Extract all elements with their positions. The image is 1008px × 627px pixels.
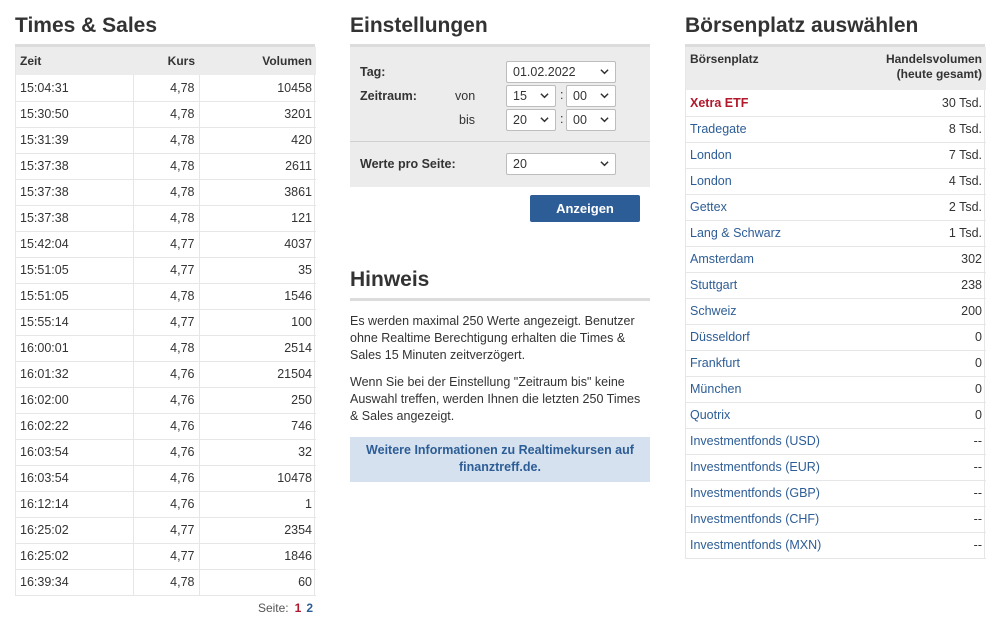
- bis-hour-select[interactable]: [506, 109, 556, 131]
- hint-paragraph-2: Wenn Sie bei der Einstellung "Zeitraum bis" keine Auswahl treffen, werden Ihnen die letzten 250 Times & Sales angezeigt.: [350, 375, 641, 423]
- chevron-down-icon: [600, 67, 609, 76]
- table-row: [16, 179, 316, 205]
- times-sales-header-row: [16, 47, 316, 75]
- cell-kurs: 4,77: [133, 309, 199, 335]
- cell-kurs: 4,78: [133, 205, 199, 231]
- date-select-value: 01.02.2022: [513, 65, 576, 79]
- table-row: [16, 309, 316, 335]
- exchange-link[interactable]: Lang & Schwarz: [686, 220, 858, 246]
- page-link-2[interactable]: 2: [306, 600, 313, 615]
- cell-volumen: 2611: [199, 153, 316, 179]
- cell-time: 16:03:54: [16, 439, 133, 465]
- exchange-link[interactable]: Investmentfonds (MXN): [686, 532, 858, 558]
- exchange-row[interactable]: [686, 194, 986, 220]
- bis-label: bis: [459, 113, 475, 127]
- exchange-title: Börsenplatz auswählen: [685, 14, 985, 47]
- settings-date-range: [350, 47, 650, 142]
- cell-time: 15:30:50: [16, 101, 133, 127]
- hint-panel: [350, 268, 650, 482]
- cell-volumen: 746: [199, 413, 316, 439]
- cell-time: 15:51:05: [16, 257, 133, 283]
- exchange-volume: --: [858, 506, 986, 532]
- exchange-link[interactable]: Investmentfonds (CHF): [686, 506, 858, 532]
- exchange-volume: 8 Tsd.: [858, 116, 986, 142]
- cell-kurs: 4,77: [133, 231, 199, 257]
- chevron-down-icon: [600, 159, 609, 168]
- cell-time: 15:51:05: [16, 283, 133, 309]
- column-header-place: Börsenplatz: [686, 47, 858, 90]
- exchange-volume: --: [858, 454, 986, 480]
- exchange-volume: 2 Tsd.: [858, 194, 986, 220]
- cell-time: 16:02:00: [16, 387, 133, 413]
- zeitraum-label: Zeitraum:: [360, 89, 417, 103]
- cell-kurs: 4,76: [133, 465, 199, 491]
- cell-time: 15:37:38: [16, 153, 133, 179]
- exchange-link[interactable]: Investmentfonds (GBP): [686, 480, 858, 506]
- time-colon: :: [560, 88, 564, 102]
- werte-label: Werte pro Seite:: [360, 157, 456, 171]
- cell-kurs: 4,77: [133, 257, 199, 283]
- table-row: [16, 413, 316, 439]
- exchange-volume: 238: [858, 272, 986, 298]
- cell-time: 16:02:22: [16, 413, 133, 439]
- column-header-kurs: Kurs: [133, 47, 199, 75]
- exchange-row[interactable]: [686, 506, 986, 532]
- exchange-volume: 0: [858, 402, 986, 428]
- von-minute-value: 00: [573, 89, 587, 103]
- cell-volumen: 1: [199, 491, 316, 517]
- exchange-row[interactable]: [686, 246, 986, 272]
- column-header-volumen: Volumen: [199, 47, 316, 75]
- cell-kurs: 4,76: [133, 387, 199, 413]
- exchange-link[interactable]: Quotrix: [686, 402, 858, 428]
- cell-time: 16:12:14: [16, 491, 133, 517]
- time-colon: :: [560, 112, 564, 126]
- exchange-volume: --: [858, 428, 986, 454]
- exchange-volume: 0: [858, 350, 986, 376]
- cell-kurs: 4,76: [133, 413, 199, 439]
- cell-volumen: 100: [199, 309, 316, 335]
- cell-volumen: 60: [199, 569, 316, 595]
- table-row: [16, 517, 316, 543]
- table-row: [16, 543, 316, 569]
- exchange-volume: 4 Tsd.: [858, 168, 986, 194]
- cell-volumen: 10458: [199, 75, 316, 101]
- cell-volumen: 121: [199, 205, 316, 231]
- cell-time: 16:25:02: [16, 543, 133, 569]
- exchange-panel: [685, 14, 985, 559]
- table-row: [16, 387, 316, 413]
- exchange-volume: 200: [858, 298, 986, 324]
- exchange-row[interactable]: [686, 402, 986, 428]
- exchange-link[interactable]: München: [686, 376, 858, 402]
- cell-kurs: 4,78: [133, 75, 199, 101]
- tag-label: Tag:: [360, 65, 386, 79]
- exchange-row[interactable]: [686, 324, 986, 350]
- exchange-link[interactable]: Amsterdam: [686, 246, 858, 272]
- cell-time: 16:01:32: [16, 361, 133, 387]
- table-row: [16, 439, 316, 465]
- cell-time: 15:55:14: [16, 309, 133, 335]
- cell-volumen: 420: [199, 127, 316, 153]
- cell-kurs: 4,76: [133, 439, 199, 465]
- column-header-volume-line1: Handelsvolumen: [885, 52, 982, 66]
- cell-time: 16:03:54: [16, 465, 133, 491]
- exchange-link[interactable]: Tradegate: [686, 116, 858, 142]
- cell-time: 15:37:38: [16, 179, 133, 205]
- settings-title: Einstellungen: [350, 14, 650, 47]
- exchange-volume: 0: [858, 324, 986, 350]
- table-row: [16, 361, 316, 387]
- column-header-volume: [858, 47, 986, 90]
- page-link-1[interactable]: 1: [294, 600, 302, 615]
- cell-volumen: 1546: [199, 283, 316, 309]
- chevron-down-icon: [540, 91, 549, 100]
- settings-panel: [350, 14, 650, 216]
- settings-form: [350, 47, 650, 187]
- table-row: [16, 127, 316, 153]
- cell-volumen: 250: [199, 387, 316, 413]
- exchange-link[interactable]: Gettex: [686, 194, 858, 220]
- table-row: [16, 257, 316, 283]
- exchange-volume: 1 Tsd.: [858, 220, 986, 246]
- exchange-row[interactable]: [686, 142, 986, 168]
- exchange-row[interactable]: [686, 220, 986, 246]
- cell-kurs: 4,77: [133, 517, 199, 543]
- table-row: [16, 491, 316, 517]
- table-row: [16, 569, 316, 595]
- exchange-row[interactable]: [686, 376, 986, 402]
- table-row: [16, 283, 316, 309]
- cell-volumen: 35: [199, 257, 316, 283]
- cell-kurs: 4,78: [133, 335, 199, 361]
- exchange-link[interactable]: Frankfurt: [686, 350, 858, 376]
- exchange-rows: [686, 90, 986, 558]
- von-minute-select[interactable]: [566, 85, 616, 107]
- table-row: [16, 205, 316, 231]
- cell-kurs: 4,78: [133, 101, 199, 127]
- table-row: [16, 101, 316, 127]
- cell-kurs: 4,78: [133, 127, 199, 153]
- exchange-link[interactable]: Schweiz: [686, 298, 858, 324]
- table-row: [16, 75, 316, 101]
- cell-time: 15:37:38: [16, 205, 133, 231]
- cell-volumen: 4037: [199, 231, 316, 257]
- table-row: [16, 153, 316, 179]
- page-size-value: 20: [513, 157, 527, 171]
- column-header-volume-line2: (heute gesamt): [896, 67, 982, 81]
- exchange-volume: 30 Tsd.: [858, 90, 986, 116]
- bis-hour-value: 20: [513, 113, 527, 127]
- exchange-volume: 302: [858, 246, 986, 272]
- exchange-link[interactable]: Investmentfonds (USD): [686, 428, 858, 454]
- exchange-link[interactable]: Düsseldorf: [686, 324, 858, 350]
- cell-volumen: 2354: [199, 517, 316, 543]
- cell-volumen: 2514: [199, 335, 316, 361]
- exchange-volume: --: [858, 480, 986, 506]
- exchange-volume: 7 Tsd.: [858, 142, 986, 168]
- cell-kurs: 4,78: [133, 569, 199, 595]
- page-size-select[interactable]: [506, 153, 616, 175]
- cell-time: 16:39:34: [16, 569, 133, 595]
- cell-volumen: 1846: [199, 543, 316, 569]
- pagination-label: Seite:: [257, 600, 289, 615]
- exchange-link[interactable]: Xetra ETF: [686, 90, 858, 116]
- chevron-down-icon: [540, 115, 549, 124]
- times-sales-title: Times & Sales: [15, 14, 315, 47]
- times-sales-table: [16, 47, 316, 596]
- hint-paragraph-1: Es werden maximal 250 Werte angezeigt. Benutzer ohne Realtime Berechtigung erhalten die Times & Sales 15 Minuten zeitverzögert.: [350, 314, 635, 362]
- cell-volumen: 3861: [199, 179, 316, 205]
- chevron-down-icon: [600, 115, 609, 124]
- cell-volumen: 10478: [199, 465, 316, 491]
- exchange-row[interactable]: [686, 298, 986, 324]
- cell-kurs: 4,78: [133, 153, 199, 179]
- exchange-volume: 0: [858, 376, 986, 402]
- exchange-table: [686, 47, 986, 559]
- von-hour-select[interactable]: [506, 85, 556, 107]
- von-hour-value: 15: [513, 89, 527, 103]
- times-sales-table-wrap: [15, 47, 315, 596]
- cell-time: 15:04:31: [16, 75, 133, 101]
- cell-kurs: 4,77: [133, 543, 199, 569]
- bis-minute-select[interactable]: [566, 109, 616, 131]
- exchange-row[interactable]: [686, 428, 986, 454]
- exchange-link[interactable]: London: [686, 168, 858, 194]
- cell-volumen: 21504: [199, 361, 316, 387]
- exchange-table-wrap: [685, 47, 985, 559]
- cell-kurs: 4,78: [133, 179, 199, 205]
- chevron-down-icon: [600, 91, 609, 100]
- column-header-time: Zeit: [16, 47, 133, 75]
- cell-time: 16:00:01: [16, 335, 133, 361]
- date-select[interactable]: [506, 61, 616, 83]
- exchange-volume: --: [858, 532, 986, 558]
- table-row: [16, 335, 316, 361]
- times-sales-rows: [16, 75, 316, 595]
- cell-kurs: 4,76: [133, 491, 199, 517]
- pagination: [15, 601, 315, 615]
- exchange-link[interactable]: London: [686, 142, 858, 168]
- cell-time: 16:25:02: [16, 517, 133, 543]
- exchange-header-row: [686, 47, 986, 90]
- exchange-row[interactable]: [686, 532, 986, 558]
- bis-minute-value: 00: [573, 113, 587, 127]
- exchange-row[interactable]: [686, 350, 986, 376]
- settings-page-size: [350, 142, 650, 187]
- realtime-info-link[interactable]: Weitere Informationen zu Realtimekursen auf finanztreff.de.: [350, 437, 650, 482]
- exchange-row[interactable]: [686, 116, 986, 142]
- exchange-row[interactable]: [686, 454, 986, 480]
- show-button[interactable]: Anzeigen: [530, 195, 640, 222]
- von-label: von: [455, 89, 476, 103]
- exchange-link[interactable]: Investmentfonds (EUR): [686, 454, 858, 480]
- cell-volumen: 32: [199, 439, 316, 465]
- cell-time: 15:31:39: [16, 127, 133, 153]
- hint-title: Hinweis: [350, 268, 650, 301]
- cell-volumen: 3201: [199, 101, 316, 127]
- cell-kurs: 4,78: [133, 283, 199, 309]
- times-sales-panel: [15, 14, 315, 615]
- cell-kurs: 4,76: [133, 361, 199, 387]
- exchange-row[interactable]: [686, 480, 986, 506]
- table-row: [16, 231, 316, 257]
- exchange-link[interactable]: Stuttgart: [686, 272, 858, 298]
- table-row: [16, 465, 316, 491]
- exchange-row[interactable]: [686, 272, 986, 298]
- exchange-row[interactable]: [686, 90, 986, 116]
- exchange-row[interactable]: [686, 168, 986, 194]
- cell-time: 15:42:04: [16, 231, 133, 257]
